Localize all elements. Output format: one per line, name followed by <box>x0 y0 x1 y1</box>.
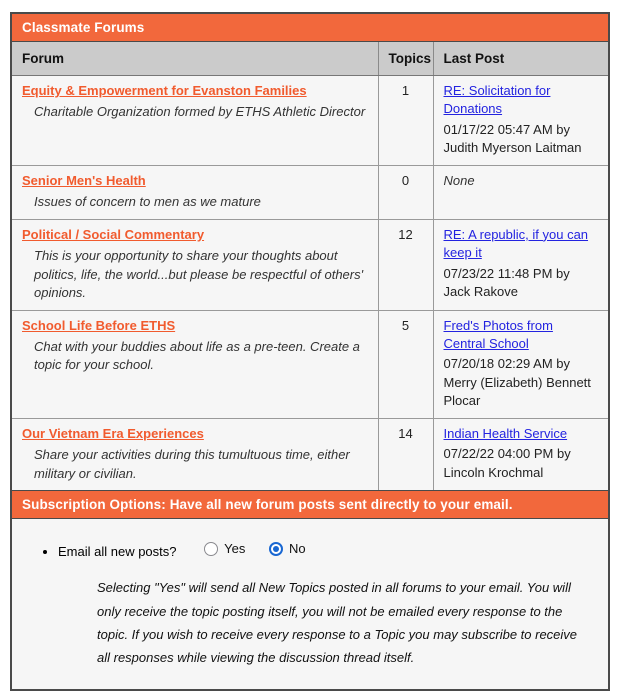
forum-table-row <box>12 165 608 219</box>
radio-button-icon[interactable] <box>269 542 283 556</box>
forum-description: Charitable Organization formed by ETHS Athletic Director <box>34 104 366 120</box>
forum-table-row <box>12 418 608 490</box>
radio-button-icon[interactable] <box>204 542 218 556</box>
last-post-meta: 01/17/22 05:47 AM by Judith Myerson Laitman <box>443 121 582 156</box>
forum-cell <box>12 76 378 166</box>
forum-link[interactable]: Senior Men's Health <box>22 172 146 188</box>
forum-table-row <box>12 219 608 310</box>
radio-option[interactable] <box>204 539 245 559</box>
last-post-link[interactable]: Fred's Photos from Central School <box>443 317 553 351</box>
subscription-options-list <box>44 539 608 561</box>
subscription-header-text: Subscription Options: Have all new forum posts sent directly to your email. <box>22 497 513 513</box>
last-post-cell <box>433 310 608 418</box>
topics-count: 14 <box>378 418 433 490</box>
forum-link[interactable]: School Life Before ETHS <box>22 317 176 333</box>
forum-cell <box>12 418 378 490</box>
last-post-meta: 07/20/18 02:29 AM by Merry (Elizabeth) Bennett Plocar <box>443 356 591 409</box>
last-post-link[interactable]: RE: A republic, if you can keep it <box>443 226 589 261</box>
last-post-none: None <box>443 172 475 188</box>
last-post-cell <box>433 165 608 219</box>
forum-cell <box>12 219 378 310</box>
forums-title-bar <box>12 14 608 42</box>
radio-option-label: No <box>288 541 306 557</box>
radio-option-label: Yes <box>224 541 246 557</box>
last-post-cell <box>433 219 608 310</box>
forum-cell <box>12 310 378 418</box>
last-post-link[interactable]: Indian Health Service <box>443 425 568 441</box>
forums-title: Classmate Forums <box>22 20 145 35</box>
forum-link[interactable]: Political / Social Commentary <box>22 226 205 242</box>
topics-count: 1 <box>378 76 433 166</box>
forum-description: Share your activities during this tumultuous time, either military or civilian. <box>34 447 350 481</box>
email-posts-radio-group <box>204 541 325 559</box>
forum-cell <box>12 165 378 219</box>
forum-table-row <box>12 76 608 166</box>
topics-count: 5 <box>378 310 433 418</box>
table-header-row <box>12 42 608 76</box>
forum-link[interactable]: Our Vietnam Era Experiences <box>22 425 204 441</box>
forum-link[interactable]: Equity & Empowerment for Evanston Families <box>22 83 307 98</box>
classmate-forums-panel <box>10 12 610 691</box>
column-header-topics: Topics <box>378 42 433 76</box>
subscription-header-bar <box>12 490 608 519</box>
column-header-last-post: Last Post <box>433 42 608 76</box>
topics-count: 0 <box>378 165 433 219</box>
last-post-cell <box>433 76 608 166</box>
subscription-body <box>12 519 608 689</box>
last-post-meta: 07/23/22 11:48 PM by Jack Rakove <box>443 265 570 300</box>
topics-count: 12 <box>378 219 433 310</box>
last-post-cell <box>433 418 608 490</box>
radio-option[interactable] <box>269 539 306 559</box>
forum-description: This is your opportunity to share your thoughts about politics, life, the world...but please be respectful of others' opinions. <box>34 248 364 301</box>
subscription-note: Selecting "Yes" will send all New Topics posted in all forums to your email. You will only receive the topic posting itself, you will not be emailed every response to the topic. If you wish to receive every response to a Topic you may subscribe to receive all responses while viewing the discussion thread itself. <box>97 580 578 665</box>
column-header-forum: Forum <box>12 42 378 76</box>
forum-description: Chat with your buddies about life as a pre-teen. Create a topic for your school. <box>34 338 360 373</box>
email-posts-list-item <box>58 539 608 561</box>
forum-table-row <box>12 310 608 418</box>
email-posts-question: Email all new posts? <box>58 543 177 559</box>
forums-table <box>12 42 608 490</box>
forum-description: Issues of concern to men as we mature <box>34 194 261 210</box>
last-post-meta: 07/22/22 04:00 PM by Lincoln Krochmal <box>443 446 571 480</box>
last-post-link[interactable]: RE: Solicitation for Donations <box>443 83 551 117</box>
